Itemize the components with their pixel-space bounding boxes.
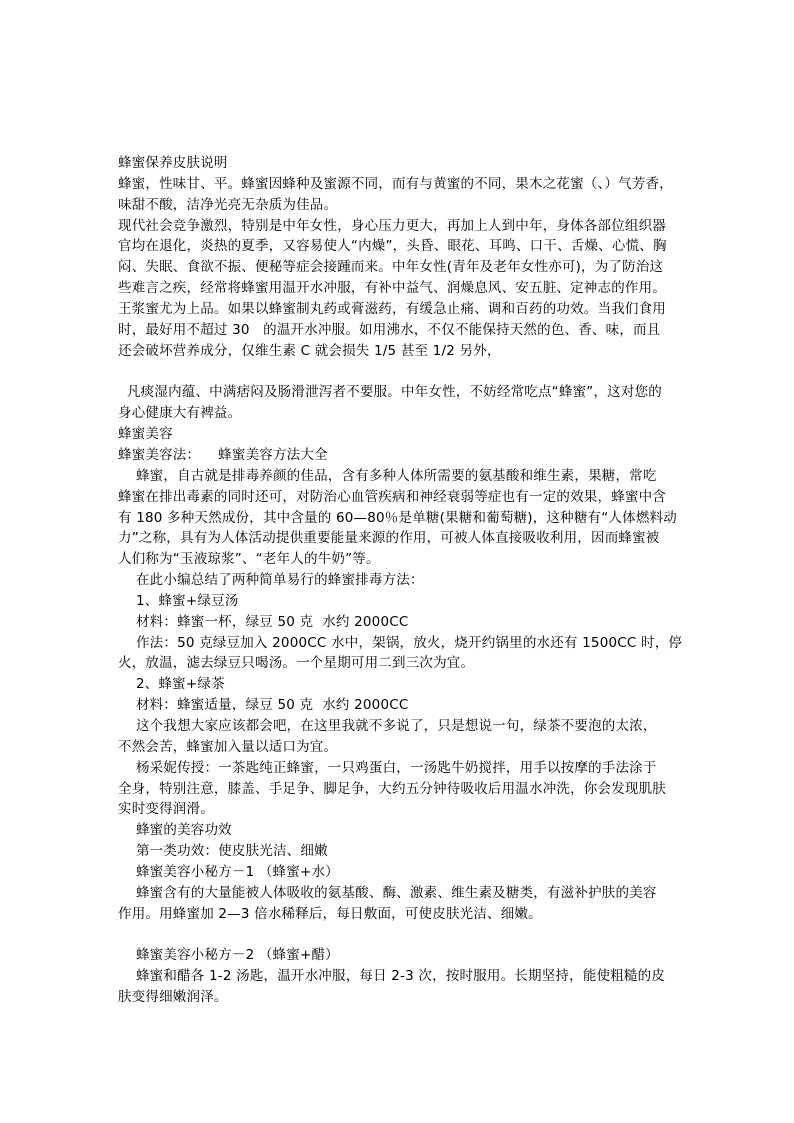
text-line: 材料：蜂蜜一杯，绿豆 50 克 水约 2000CC bbox=[118, 613, 409, 630]
text-line: 些难言之疾，经常将蜂蜜用温开水冲服，有补中益气、润燥息风、安五脏、定神志的作用。 bbox=[118, 280, 666, 297]
text-line: 蜂蜜美容小秘方－2 （蜂蜜+醋） bbox=[118, 947, 339, 964]
text-line: 不然会苦，蜂蜜加入量以适口为宜。 bbox=[118, 738, 338, 755]
text-line: 1、蜂蜜+绿豆汤 bbox=[118, 592, 239, 609]
text-line: 在此小编总结了两种简单易行的蜂蜜排毒方法： bbox=[118, 572, 424, 588]
text-line: 身心健康大有裨益。 bbox=[118, 405, 242, 422]
text-line: 官均在退化，炎热的夏季，又容易使人“内燥”，头昏、眼花、耳鸣、口干、舌燥、心慌、胸 bbox=[118, 238, 667, 255]
text-line: 王浆蜜尤为上品。如果以蜂蜜制丸药或膏滋药，有缓急止痛、调和百药的功效。当我们食用 bbox=[118, 301, 666, 317]
text-line: 现代社会竞争激烈，特别是中年女性，身心压力更大，再加上人到中年，身体各部位组织器 bbox=[118, 217, 666, 234]
text-line: 2、蜂蜜+绿茶 bbox=[118, 676, 225, 693]
text-line: 作用。用蜂蜜加 2—3 倍水稀释后，每日敷面，可使皮肤光洁、细嫩。 bbox=[118, 905, 542, 922]
text-line: 时，最好用不超过 30 的温开水冲服。如用沸水，不仅不能保持天然的色、香、味，而且 bbox=[118, 321, 661, 338]
document-title: 蜂蜜保养皮肤说明 bbox=[118, 155, 228, 171]
text-line: 蜂蜜美容小秘方－1 （蜂蜜+水） bbox=[118, 863, 339, 880]
text-line: 作法：50 克绿豆加入 2000CC 水中，架锅，放火，烧开约锅里的水还有 1500CC 时，停 bbox=[118, 634, 683, 651]
text-line: 蜂蜜的美容功效 bbox=[118, 822, 232, 839]
text-line: 味甜不酸，洁净光亮无杂质为佳品。 bbox=[118, 196, 338, 213]
text-line: 肤变得细嫩润泽。 bbox=[118, 989, 228, 1005]
text-line: 蜂蜜美容法： 蜂蜜美容方法大全 bbox=[118, 446, 328, 463]
text-line: 蜂蜜，性味甘、平。蜂蜜因蜂种及蜜源不同，而有与黄蜜的不同，果木之花蜜（、）气芳香， bbox=[118, 175, 673, 192]
text-line: 凡痰湿内蕴、中满痞闷及肠滑泄泻者不要服。中年女性，不妨经常吃点“蜂蜜”，这对您的 bbox=[118, 384, 662, 401]
text-line: 杨采妮传授：一茶匙纯正蜂蜜，一只鸡蛋白，一汤匙牛奶搅拌，用手以按摩的手法涂于 bbox=[118, 759, 657, 776]
text-line: 人们称为“玉液琼浆”、“老年人的牛奶”等。 bbox=[118, 551, 380, 568]
text-line: 全身，特别注意，膝盖、手足争、脚足争，大约五分钟待吸收后用温水冲洗，你会发现肌肤 bbox=[118, 780, 666, 797]
text-line: 还会破坏营养成分，仅维生素 C 就会损失 1/5 甚至 1/2 另外， bbox=[118, 342, 501, 359]
text-line: 蜂蜜含有的大量能被人体吸收的氨基酸、酶、激素、维生素及糖类，有滋补护肤的美容 bbox=[118, 884, 657, 901]
text-line: 第一类功效：使皮肤光洁、细嫩 bbox=[118, 843, 328, 860]
text-line: 力”之称，具有为人体活动提供重要能量来源的作用，可被人体直接吸收利用，因而蜂蜜被 bbox=[118, 530, 660, 547]
text-line: 蜂蜜和醋各 1-2 汤匙，温开水冲服，每日 2-3 次，按时服用。长期坚持，能使粗糙的皮 bbox=[118, 968, 666, 985]
text-line: 材料：蜂蜜适量，绿豆 50 克 水约 2000CC bbox=[118, 697, 409, 714]
text-line: 闷、失眠、食欲不振、便秘等症会接踵而来。中年女性(青年及老年女性亦可)，为了防治这 bbox=[118, 259, 664, 276]
text-line: 蜂蜜美容 bbox=[118, 426, 173, 443]
text-line: 有 180 多种天然成份，其中含量的 60—80％是单糖(果糖和葡萄糖)，这种糖有“人体燃料动 bbox=[118, 509, 677, 526]
text-line: 火，放温，滤去绿豆只喝汤。一个星期可用二到三次为宜。 bbox=[118, 655, 475, 672]
text-line: 这个我想大家应该都会吧，在这里我就不多说了，只是想说一句，绿茶不要泡的太浓， bbox=[118, 718, 657, 734]
text-line: 实时变得润滑。 bbox=[118, 801, 214, 818]
text-line: 蜂蜜在排出毒素的同时还可，对防治心血管疾病和神经衰弱等症也有一定的效果，蜂蜜中含 bbox=[118, 488, 666, 505]
text-line: 蜂蜜，自古就是排毒养颜的佳品，含有多种人体所需要的氨基酸和维生素，果糖，常吃 bbox=[118, 467, 657, 484]
